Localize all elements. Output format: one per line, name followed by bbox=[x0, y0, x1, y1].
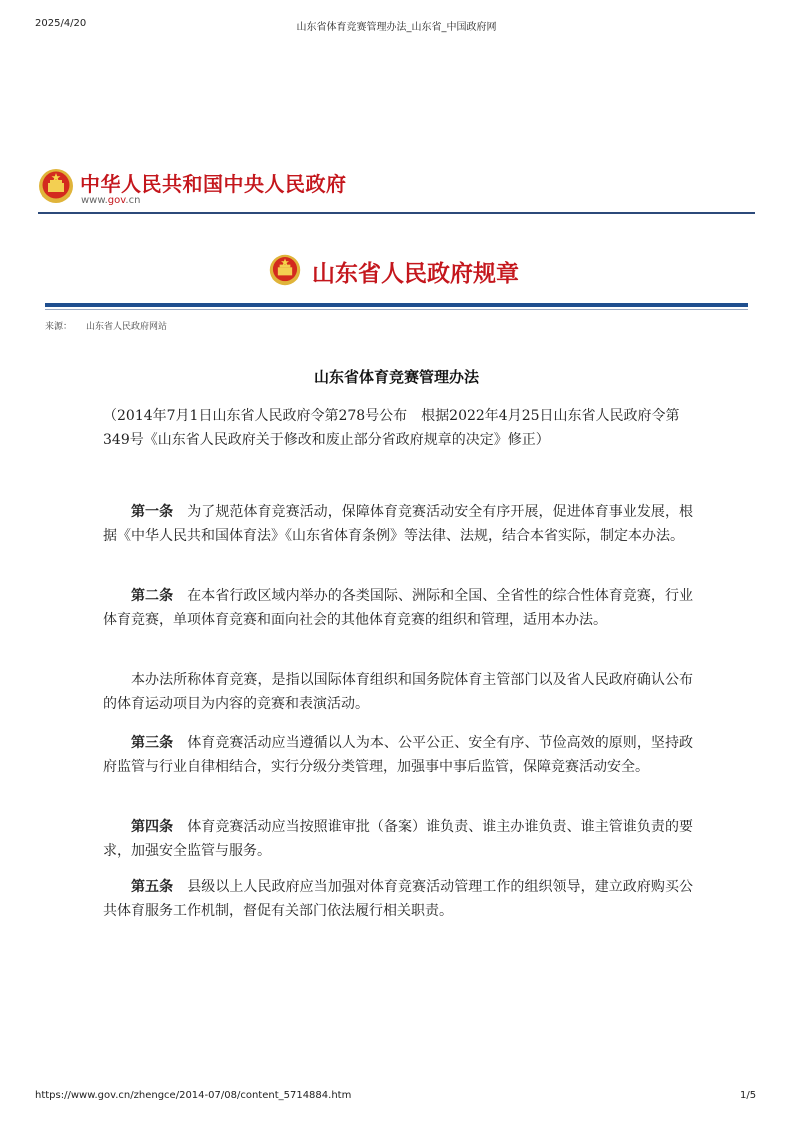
print-footer-url[interactable]: https://www.gov.cn/zhengce/2014-07/08/content_5714884.htm bbox=[35, 1090, 352, 1101]
article-text: 体育竞赛活动应当按照谁审批（备案）谁负责、谁主办谁负责、谁主管谁负责的要求，加强安全监管与服务。 bbox=[103, 819, 694, 859]
article-paragraph bbox=[103, 584, 693, 632]
province-divider-thin bbox=[45, 309, 748, 310]
article-paragraph bbox=[103, 500, 693, 548]
article-text: 县级以上人民政府应当加强对体育竞赛活动管理工作的组织领导，建立政府购买公共体育服务工作机制，督促有关部门依法履行相关职责。 bbox=[103, 879, 694, 919]
source-value: 山东省人民政府网站 bbox=[86, 322, 168, 332]
province-emblem-icon bbox=[268, 253, 302, 287]
amendment-note: （2014年7月1日山东省人民政府令第278号公布 根据2022年4月25日山东省人民政府令第349号《山东省人民政府关于修改和废止部分省政府规章的决定》修正） bbox=[103, 408, 680, 448]
document-title: 山东省体育竞赛管理办法 bbox=[313, 368, 479, 386]
article-number: 第二条 bbox=[131, 588, 174, 604]
article-text: 体育竞赛活动应当遵循以人为本、公平公正、安全有序、节俭高效的原则，坚持政府监管与行业自律相结合，实行分级分类管理，加强事中事后监管，保障竞赛活动安全。 bbox=[103, 735, 694, 775]
banner-divider bbox=[38, 212, 755, 214]
article-text: 为了规范体育竞赛活动，保障体育竞赛活动安全有序开展，促进体育事业发展，根据《中华人民共和国体育法》《山东省体育条例》等法律、法规，结合本省实际，制定本办法。 bbox=[103, 504, 694, 544]
article-text: 在本省行政区域内举办的各类国际、洲际和全国、全省性的综合性体育竞赛，行业体育竞赛，单项体育竞赛和面向社会的其他体育竞赛的组织和管理，适用本办法。 bbox=[103, 588, 694, 628]
source-line bbox=[45, 319, 167, 332]
province-divider bbox=[45, 303, 748, 307]
gov-site-url[interactable] bbox=[81, 195, 140, 206]
url-suffix: .cn bbox=[125, 195, 141, 206]
article-text: 本办法所称体育竞赛，是指以国际体育组织和国务院体育主管部门以及省人民政府确认公布的体育运动项目为内容的竞赛和表演活动。 bbox=[103, 672, 693, 712]
gov-site-title: 中华人民共和国中央人民政府 bbox=[80, 172, 347, 196]
print-page-number: 1/5 bbox=[740, 1090, 757, 1101]
article-number: 第五条 bbox=[131, 879, 174, 895]
article-paragraph bbox=[103, 815, 693, 863]
article-number: 第一条 bbox=[131, 504, 174, 520]
url-prefix: www. bbox=[81, 195, 108, 206]
article-paragraph bbox=[103, 668, 693, 716]
url-highlight: gov bbox=[107, 195, 126, 206]
print-page-title: 山东省体育竞赛管理办法_山东省_中国政府网 bbox=[296, 22, 497, 33]
source-label: 来源： bbox=[45, 322, 73, 332]
article-number: 第三条 bbox=[131, 735, 174, 751]
article-paragraph bbox=[103, 875, 693, 923]
article-number: 第四条 bbox=[131, 819, 174, 835]
print-date: 2025/4/20 bbox=[35, 18, 87, 29]
article-paragraph bbox=[103, 731, 693, 779]
province-regulation-title: 山东省人民政府规章 bbox=[312, 260, 519, 287]
national-emblem-icon bbox=[38, 167, 74, 205]
